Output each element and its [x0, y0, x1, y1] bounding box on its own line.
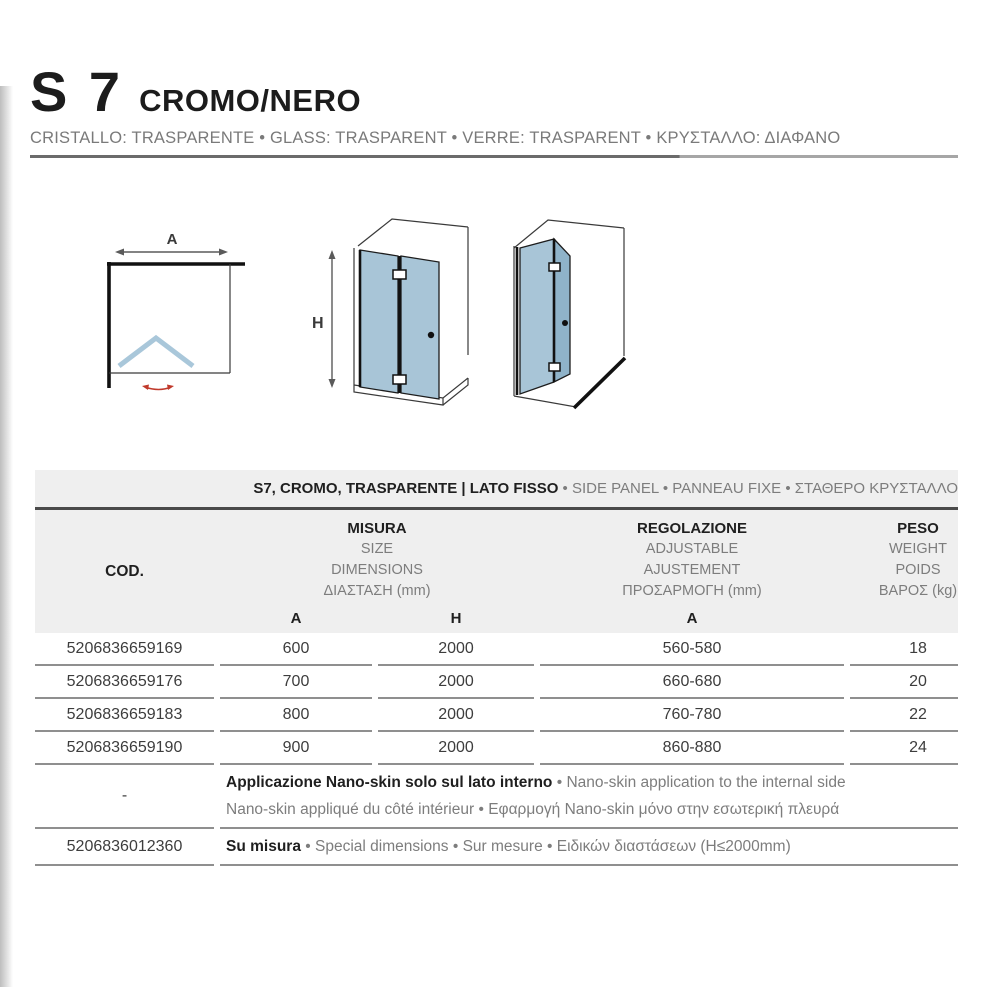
table-row: [35, 699, 958, 732]
row-height: 2000: [378, 732, 534, 765]
row-adjust: 560-580: [540, 633, 844, 666]
swing-direction-arrow-icon: [142, 385, 174, 391]
product-variant: CROMO/NERO: [139, 83, 362, 118]
col-header-regolazione: [540, 510, 844, 610]
col-header-cod: COD.: [105, 562, 144, 580]
folding-door-plan-icon: [119, 338, 193, 366]
peso-line-fr: POIDS: [895, 562, 941, 578]
misura-line-fr: DIMENSIONS: [331, 562, 423, 578]
row-adjust: 660-680: [540, 666, 844, 699]
table-row: [35, 666, 958, 699]
header-rule: [30, 155, 958, 158]
note-cod: -: [35, 765, 214, 829]
row-adjust: 860-880: [540, 732, 844, 765]
row-cod: 5206836659190: [35, 732, 214, 765]
misura-line-gr: ΔΙΑΣΤΑΣΗ (mm): [323, 583, 431, 599]
regolazione-line-it: REGOLAZIONE: [636, 520, 747, 537]
col-header-misura: [220, 510, 534, 610]
hinge-top-icon: [549, 263, 560, 271]
page-edge-shadow: [0, 86, 13, 987]
custom-text: [220, 829, 958, 866]
custom-size-row: [35, 829, 958, 866]
folded-door-diagram: [494, 206, 649, 418]
row-weight: 22: [850, 699, 958, 732]
row-weight: 18: [850, 633, 958, 666]
shower-walls-plan: [107, 262, 245, 388]
custom-cod: 5206836012360: [35, 829, 214, 866]
row-width: 900: [220, 732, 372, 765]
product-model: S 7: [30, 60, 124, 123]
regolazione-line-en: ADJUSTABLE: [645, 541, 739, 557]
product-header: [30, 60, 958, 158]
col-header-peso: [850, 510, 958, 610]
row-width: 600: [220, 633, 372, 666]
glass-type-subtitle: CRISTALLO: TRASPARENTE • GLASS: TRASPARENT • VERRE: TRASPARENT • ΚΡΥΣΤΑΛΛΟ: ΔΙΑΦΑΝΟ: [30, 129, 841, 147]
row-weight: 24: [850, 732, 958, 765]
plan-view-diagram: [98, 227, 248, 407]
subheader-a-adjust: A: [686, 610, 698, 627]
note-line-2: Nano-skin appliqué du côté intérieur • Εφαρμογή Nano-skin μόνο στην εσωτερική πλευρά: [226, 801, 840, 818]
width-dimension-label: A: [166, 231, 178, 248]
note-line-1-gray: • Nano-skin application to the internal side: [552, 774, 846, 791]
row-width: 800: [220, 699, 372, 732]
door-knob-icon: [562, 320, 568, 326]
subheader-a-width: A: [290, 610, 302, 627]
table-title-bold: S7, CROMO, TRASPARENTE | LATO FISSO: [253, 480, 559, 497]
hinge-bottom-icon: [549, 363, 560, 371]
glass-door-panels-folded: [517, 239, 570, 395]
misura-line-it: MISURA: [347, 520, 407, 537]
row-width: 700: [220, 666, 372, 699]
note-line-1-bold: Applicazione Nano-skin solo sul lato interno: [226, 774, 553, 791]
spec-table: [35, 470, 958, 866]
table-row: [35, 732, 958, 765]
row-cod: 5206836659183: [35, 699, 214, 732]
table-title-gray: • SIDE PANEL • PANNEAU FIXE • ΣΤΑΘΕΡΟ ΚΡΥΣΤΑΛΛΟ: [558, 480, 958, 497]
row-height: 2000: [378, 666, 534, 699]
table-header: [35, 510, 958, 633]
regolazione-line-gr: ΠΡΟΣΑΡΜΟΓΗ (mm): [622, 583, 762, 599]
hinge-bottom-icon: [393, 375, 406, 384]
door-knob-icon: [428, 332, 434, 338]
height-dimension-arrow-icon: [329, 250, 336, 388]
width-dimension-arrow-icon: [115, 249, 228, 256]
hinge-top-icon: [393, 270, 406, 279]
peso-line-it: PESO: [897, 520, 939, 537]
open-door-diagram: [306, 206, 474, 418]
row-cod: 5206836659176: [35, 666, 214, 699]
table-title-band: [35, 470, 958, 510]
custom-text-bold: Su misura: [226, 837, 301, 855]
row-cod: 5206836659169: [35, 633, 214, 666]
custom-text-gray: • Special dimensions • Sur mesure • Ειδικών διαστάσεων (H≤2000mm): [300, 837, 791, 855]
misura-line-en: SIZE: [360, 541, 394, 557]
page-title: [30, 60, 958, 123]
nano-skin-note-row: [35, 765, 958, 829]
shower-tray-edge: [574, 358, 625, 408]
row-adjust: 760-780: [540, 699, 844, 732]
peso-line-en: WEIGHT: [889, 541, 947, 557]
regolazione-line-fr: AJUSTEMENT: [643, 562, 741, 578]
row-weight: 20: [850, 666, 958, 699]
row-height: 2000: [378, 633, 534, 666]
subheader-h-height: H: [450, 610, 462, 627]
note-line-1: [226, 769, 958, 796]
row-height: 2000: [378, 699, 534, 732]
peso-line-gr: ΒΑΡΟΣ (kg): [878, 583, 958, 599]
note-text: [220, 765, 958, 829]
table-row: [35, 633, 958, 666]
height-dimension-label: H: [312, 315, 324, 332]
